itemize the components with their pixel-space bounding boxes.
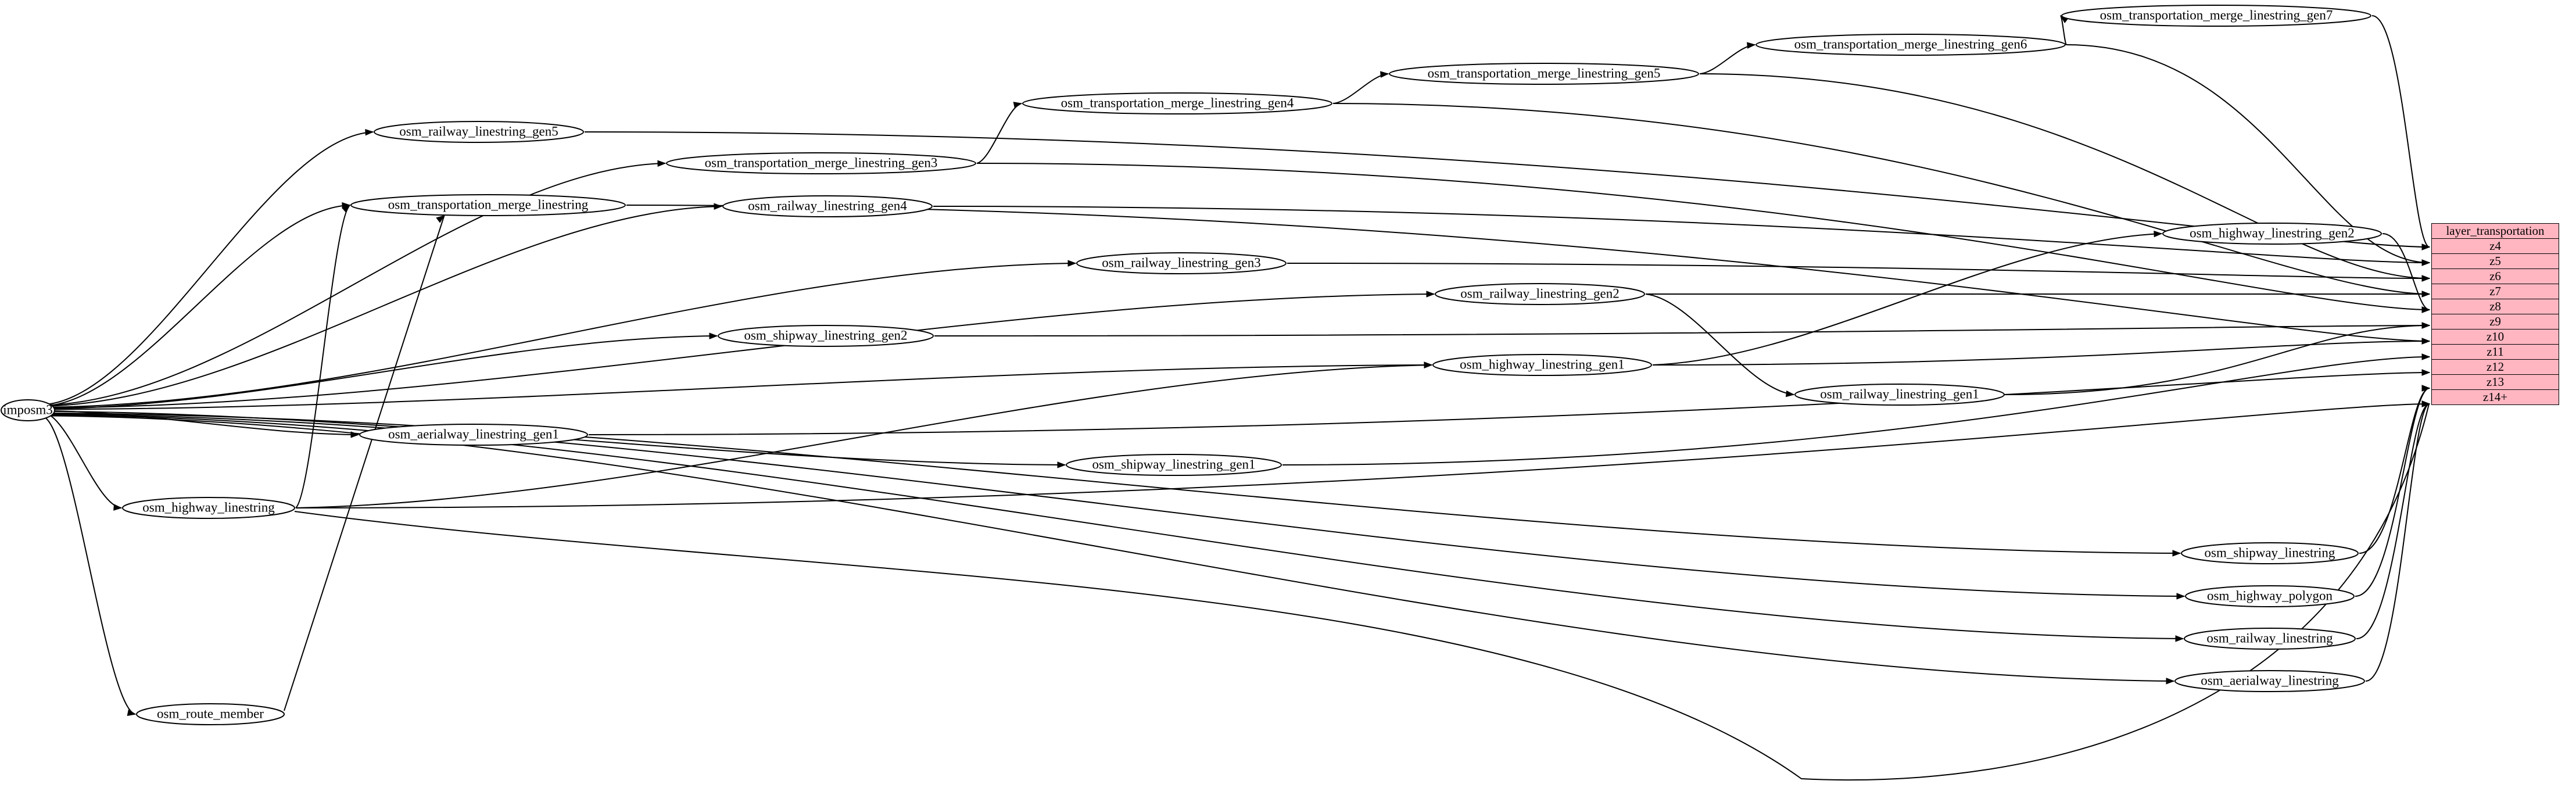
node-layer [1,5,2381,725]
edge-arrowhead [1058,462,1065,468]
graph-node-osm_transportation_merge_linestring_gen7[interactable] [2062,5,2371,26]
graph-node-osm_transportation_merge_linestring_gen5[interactable] [1389,63,1699,84]
edge-arrowhead [2422,275,2430,281]
edge-arrowhead [1747,42,1755,48]
layer-table-row-z9-cell: z9 [2432,314,2559,330]
edge-to-layer-table [934,325,2430,336]
layer-table-row-z10 [2432,330,2559,345]
graph-node-osm_aerialway_linestring[interactable] [2175,671,2364,692]
edge-arrowhead [1068,260,1076,266]
graph-node-osm_highway_linestring_gen2[interactable] [2163,223,2381,244]
layer-table-title [2432,224,2559,239]
edge-arrowhead [2173,550,2180,556]
layer-table-row-z5-cell: z5 [2432,254,2559,269]
edge [42,416,2174,681]
edge [1333,74,1388,103]
edge-to-layer-table [2359,388,2430,553]
edge [42,132,373,404]
layer-table-row-z4-cell: z4 [2432,239,2559,254]
edge-arrowhead [1427,291,1434,297]
edge-to-layer-table [2005,325,2430,395]
layer-table-row-z5 [2432,254,2559,269]
layer-table-row-z6 [2432,269,2559,284]
layer-table-row-z4 [2432,239,2559,254]
layer-table-row-z14plus-cell: z14+ [2432,390,2559,405]
node-label: imposm3 [3,402,53,417]
node-label: osm_railway_linestring_gen3 [1102,255,1261,270]
node-label: osm_shipway_linestring_gen1 [1092,457,1256,472]
edge-arrowhead [2176,636,2183,642]
edge [1653,234,2162,365]
graph-node-osm_railway_linestring_gen1[interactable] [1795,384,2004,405]
layer-transportation-table [2431,223,2559,405]
graph-node-osm_transportation_merge_linestring[interactable] [351,195,625,216]
graph-node-osm_shipway_linestring_gen1[interactable] [1066,454,1281,475]
graph-node-osm_transportation_merge_linestring_gen4[interactable] [1023,93,1332,114]
edge-arrowhead [1381,71,1388,77]
edge-arrowhead [2422,370,2430,375]
node-label: osm_railway_linestring_gen4 [748,198,907,213]
edge-arrowhead [2154,231,2162,237]
node-label: osm_highway_linestring_gen2 [2190,225,2355,241]
layer-table-row-z11 [2432,345,2559,360]
node-label: osm_transportation_merge_linestring_gen5 [1427,66,1661,81]
edge [42,415,2183,639]
node-label: osm_transportation_merge_linestring_gen3 [704,155,938,170]
node-label: osm_railway_linestring_gen1 [1820,386,1979,402]
edge [977,103,1022,163]
node-label: osm_route_member [157,706,264,721]
node-label: osm_transportation_merge_linestring_gen7 [2100,8,2333,23]
node-label: osm_highway_polygon [2207,588,2333,603]
edge-to-layer-table [1333,103,2430,294]
graph-node-osm_highway_polygon[interactable] [2186,586,2354,607]
graph-node-osm_route_member[interactable] [137,704,284,725]
edge-to-layer-table [1700,74,2430,278]
edge-arrowhead [710,333,717,339]
graph-node-osm_aerialway_linestring_gen1[interactable] [360,424,587,445]
layer-table-row-z6-cell: z6 [2432,269,2559,284]
edge-arrowhead [2422,260,2430,266]
edge-arrowhead [2422,354,2430,360]
layer-table-row-z7-cell: z7 [2432,284,2559,299]
edge-arrowhead [1013,102,1022,108]
graph-node-osm_transportation_merge_linestring_gen3[interactable] [667,153,976,174]
edge [42,336,717,409]
layer-table-row-z14plus [2432,390,2559,405]
edge-to-layer-table [1282,357,2430,465]
node-label: osm_aerialway_linestring [2201,673,2339,688]
node-label: osm_railway_linestring_gen5 [399,124,558,139]
edge-arrowhead [114,504,121,510]
graph-node-osm_transportation_merge_linestring_gen6[interactable] [1756,34,2065,55]
edge-to-layer-table [2355,388,2430,596]
layer-table-row-z10-cell: z10 [2432,330,2559,345]
edge-to-layer-table [295,404,2429,780]
layer-table-title-cell: layer_transportation [2432,224,2559,239]
edge-to-layer-table [296,404,2430,508]
node-label: osm_transportation_merge_linestring_gen6 [1794,37,2027,52]
graph-node-osm_highway_linestring_gen1[interactable] [1433,354,1651,375]
layer-table-row-z8 [2432,299,2559,314]
node-label: osm_transportation_merge_linestring_gen4 [1061,95,1294,110]
edge [296,205,350,508]
edge-arrowhead [2422,338,2430,344]
node-label: osm_shipway_linestring_gen2 [744,328,908,343]
edge-to-layer-table [585,132,2430,247]
layer-table-row-z13 [2432,375,2559,390]
edge-arrowhead [2422,291,2430,297]
edge-to-layer-table [1287,263,2430,278]
edge-arrowhead [2422,244,2430,250]
edge-arrowhead [714,203,722,209]
layer-table-row-z11-cell: z11 [2432,345,2559,360]
node-label: osm_highway_linestring_gen1 [1460,357,1625,372]
node-label: osm_railway_linestring_gen2 [1460,286,1620,301]
graph-node-osm_railway_linestring_gen5[interactable] [374,121,583,142]
edge [42,416,135,714]
layer-table-row-z8-cell: z8 [2432,299,2559,314]
edge [42,206,722,406]
graph-node-osm_shipway_linestring_gen2[interactable] [718,325,933,346]
edge-arrowhead [366,130,373,135]
node-label: osm_highway_linestring [142,500,275,515]
layer-table-row-z9 [2432,314,2559,330]
layer-table-row-z12-cell: z12 [2432,360,2559,375]
graph-node-osm_railway_linestring_gen4[interactable] [723,196,932,217]
graph-node-osm_railway_linestring_gen2[interactable] [1435,284,1645,305]
edge [42,205,350,406]
node-label: osm_railway_linestring [2206,631,2333,646]
edge-to-layer-table [2372,16,2430,247]
edge-arrowhead [127,710,135,716]
node-label: osm_transportation_merge_linestring [388,197,589,212]
layer-table-row-z13-cell: z13 [2432,375,2559,390]
edge [42,365,1432,409]
edge-arrowhead [1786,391,1794,397]
edge-arrowhead [2422,323,2430,328]
edge [42,412,121,508]
graph-node-osm_railway_linestring_gen3[interactable] [1077,253,1286,274]
node-label: osm_aerialway_linestring_gen1 [388,427,559,442]
graph-node-osm_railway_linestring[interactable] [2184,628,2355,649]
node-label: osm_shipway_linestring [2204,545,2335,560]
layer-table-row-z7 [2432,284,2559,299]
graph-node-imposm3[interactable] [1,400,55,421]
edge-arrowhead [2166,678,2174,684]
edge-arrowhead [2177,593,2184,599]
edge [1700,45,1755,74]
edge-arrowhead [1424,362,1432,368]
graph-node-osm_highway_linestring[interactable] [123,497,295,518]
layer-table-row-z12 [2432,360,2559,375]
edge-arrowhead [658,160,665,166]
graph-node-osm_shipway_linestring[interactable] [2181,543,2358,564]
